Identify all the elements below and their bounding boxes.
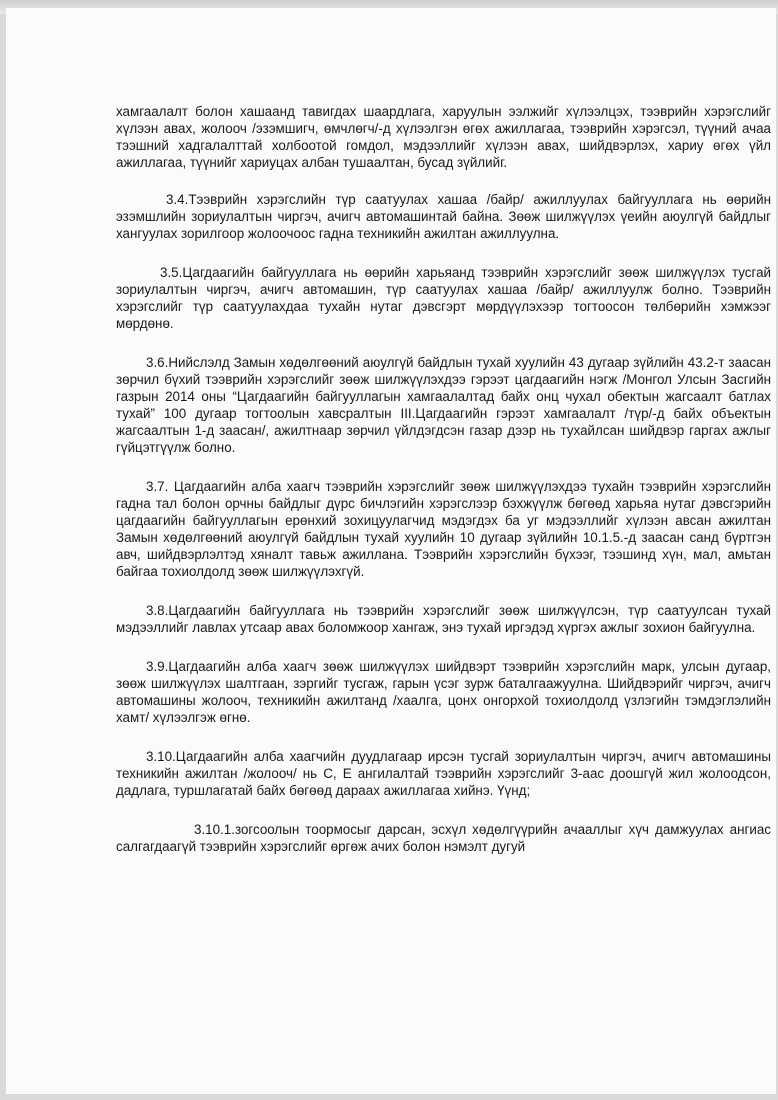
paragraph-3-6: 3.6.Нийслэлд Замын хөдөлгөөний аюулгүй байдлын тухай хуулийн 43 дугаар зүйлийн 43.2-т заасан зөрчил бүхий тээврийн хэрэгслийг зөөж шилжүүлэхдээ гэрээт цагдаагийн нэгж /Монгол Улсын Засгийн газрын 2014 оны “Цагдаагийн байгууллагын хамгаалалтад байх онц чухал обектын жагсаалт батлах тухай” 100 дугаар тогтоолын хавсралтын III.Цагдаагийн гэрээт хамгаалалт /түр/-д байх объектын жагсаалтын 1-д заасан/, ажилтнаар зөрчил үйлдэгдсэн газар дээр нь тухайлсан шийдвэр гаргах ажлыг гүйцэтгүүлж болно. xyxy=(116,355,771,455)
paragraph-3-5: 3.5.Цагдаагийн байгууллага нь өөрийн харьяанд тээврийн хэрэгслийг зөөж шилжүүлэх тусгай зориулалтын чиргэч, ачигч автомашин, түр саатуулах хашаа /байр/ ажиллуулж болно. Тээврийн хэрэгслийг түр саатуулахдаа тухайн нутаг дэвсгэрт мөрдүүлэхээр тогтоосон төлбөрийн хэмжээг мөрдөнө. xyxy=(116,265,771,331)
paragraph-3-4: 3.4.Тээврийн хэрэгслийн түр саатуулах хашаа /байр/ ажиллуулах байгууллага нь өөрийн эзэмшлийн зориулалтын чиргэч, ачигч автомашинтай байна. Зөөж шилжүүлэх үеийн аюулгүй байдлыг хангуулах зорилгоор жолоочоос гадна техникийн ажилтан ажиллуулна. xyxy=(116,192,771,241)
document-page xyxy=(6,8,776,1094)
paragraph-3-7: 3.7. Цагдаагийн алба хаагч тээврийн хэрэгслийг зөөж шилжүүлэхдээ тухайн тээврийн хэрэгслийн гадна тал болон орчны байдлыг дүрс бичлэгийн хэрэгслээр бэхжүүлж бөгөөд харьяа нутаг дэвсгэрийн цагдаагийн байгууллагын ерөнхий зохицуулагчид мэдэгдэх ба уг мэдээллийг хүлээн авсан ажилтан Замын хөдөлгөөний аюулгүй байдлын тухай хуулийн 10 дугаар зүйлийн 10.1.5.-д заасан санд бүртгэн авч, шийдвэрлэлтэд хяналт тавьж ажиллана. Тээврийн хэрэгслийн бүхээг, тээшинд хүн, мал, амьтан байгаа тохиолдолд зөөж шилжүүлэхгүй. xyxy=(116,479,771,579)
paragraph-3-10: 3.10.Цагдаагийн алба хаагчийн дуудлагаар ирсэн тусгай зориулалтын чиргэч, ачигч автомашины техникийн ажилтан /жолооч/ нь С, Е ангилалтай тээврийн хэрэгслийг 3-аас доошгүй жил жолоодсон, дадлага, туршлагатай байх бөгөөд дараах ажиллагаа хийнэ. Үүнд; xyxy=(116,749,771,798)
paragraph-3-9: 3.9.Цагдаагийн алба хаагч зөөж шилжүүлэх шийдвэрт тээврийн хэрэгслийн марк, улсын дугаар, зөөж шилжүүлэх шалтгаан, зэргийг тусгаж, гарын үсэг зурж баталгаажуулна. Шийдвэрийг чиргэч, ачигч автомашины жолооч, техникийн ажилтанд /хаалга, цонх онгорхой тохиолдолд үзлэгийн тэмдэглэлийн хамт/ хүлээлгэж өгнө. xyxy=(116,659,771,725)
document-body xyxy=(116,103,771,877)
paragraph-3-10-1: 3.10.1.зогсоолын тоормосыг дарсан, эсхүл хөдөлгүүрийн ачааллыг хүч дамжуулах ангиас салгагдаагүй тээврийн хэрэгслийг өргөж ачих болон нэмэлт дугуй xyxy=(116,822,771,854)
paragraph-continuation: хамгаалалт болон хашаанд тавигдах шаардлага, харуулын ээлжийг хүлээлцэх, тээврийн хэрэгслийг хүлээн авах, жолооч /эзэмшигч, өмчлөгч/-д хүлээлгэн өгөх ажиллагаа, тээврийн хэрэгсэл, түүний ачаа тээшний хадгалалттай холбоотой гомдол, мэдээллийг хүлээн авах, шийдвэрлэх, хариу өгөх үйл ажиллагаа, түүнийг хариуцах албан тушаалтан, бусад зүйлийг. xyxy=(116,104,771,170)
paragraph-3-8: 3.8.Цагдаагийн байгууллага нь тээврийн хэрэгслийг зөөж шилжүүлсэн, түр саатуулсан тухай мэдээллийг лавлах утсаар авах боломжоор хангаж, энэ тухай иргэдэд хүргэх ажлыг зохион байгуулна. xyxy=(116,603,771,635)
